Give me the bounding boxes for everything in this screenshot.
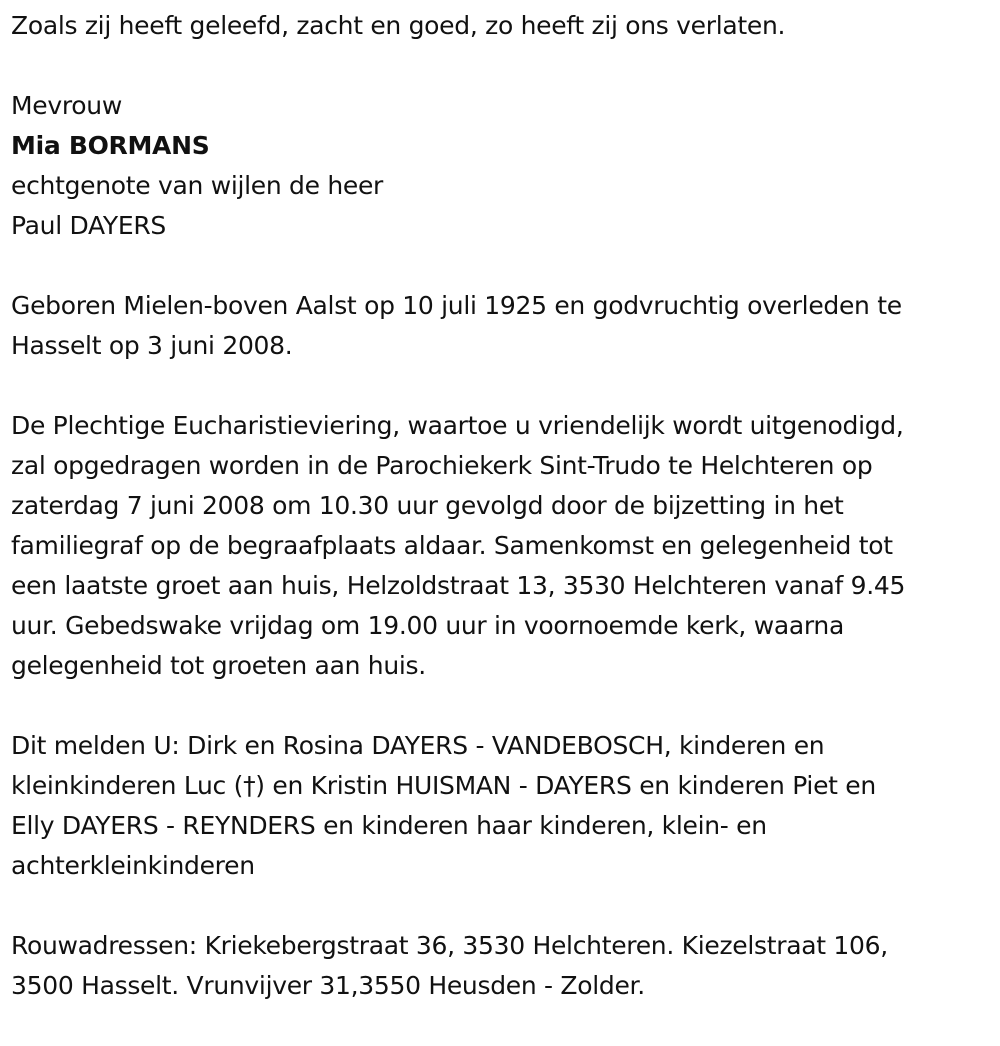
paragraph-line: een laatste groet aan huis, Helzoldstraat 13, 3530 Helchteren vanaf 9.45 xyxy=(11,571,906,600)
paragraph-line: Elly DAYERS - REYNDERS en kinderen haar kinderen, klein- en xyxy=(11,811,767,840)
paragraph-line: gelegenheid tot groeten aan huis. xyxy=(11,651,426,680)
addresses-paragraph xyxy=(11,926,991,1006)
ceremony-paragraph xyxy=(11,406,991,686)
paragraph-line: 3500 Hasselt. Vrunvijver 31,3550 Heusden - Zolder. xyxy=(11,971,645,1000)
paragraph-line: De Plechtige Eucharistieviering, waartoe u vriendelijk wordt uitgenodigd, xyxy=(11,411,904,440)
relation-text: echtgenote van wijlen de heer xyxy=(11,171,384,200)
paragraph-line: Hasselt op 3 juni 2008. xyxy=(11,331,293,360)
salutation: Mevrouw xyxy=(11,91,122,120)
deceased-header xyxy=(11,86,991,246)
paragraph-line: achterkleinkinderen xyxy=(11,851,255,880)
paragraph-line: zal opgedragen worden in de Parochiekerk Sint-Trudo te Helchteren op xyxy=(11,451,873,480)
paragraph-line: uur. Gebedswake vrijdag om 19.00 uur in voornoemde kerk, waarna xyxy=(11,611,844,640)
birth-death-paragraph xyxy=(11,286,991,366)
spouse-name: Paul DAYERS xyxy=(11,211,166,240)
announcement-paragraph xyxy=(11,726,991,886)
motto: Zoals zij heeft geleefd, zacht en goed, zo heeft zij ons verlaten. xyxy=(11,11,786,40)
paragraph-line: Geboren Mielen-boven Aalst op 10 juli 1925 en godvruchtig overleden te xyxy=(11,291,902,320)
obituary-document xyxy=(11,6,991,1006)
paragraph-line: zaterdag 7 juni 2008 om 10.30 uur gevolgd door de bijzetting in het xyxy=(11,491,844,520)
paragraph-line: kleinkinderen Luc (†) en Kristin HUISMAN - DAYERS en kinderen Piet en xyxy=(11,771,876,800)
paragraph-line: Rouwadressen: Kriekebergstraat 36, 3530 Helchteren. Kiezelstraat 106, xyxy=(11,931,888,960)
paragraph-line: familiegraf op de begraafplaats aldaar. Samenkomst en gelegenheid tot xyxy=(11,531,893,560)
paragraph-line: Dit melden U: Dirk en Rosina DAYERS - VANDEBOSCH, kinderen en xyxy=(11,731,825,760)
deceased-name: Mia BORMANS xyxy=(11,131,210,160)
